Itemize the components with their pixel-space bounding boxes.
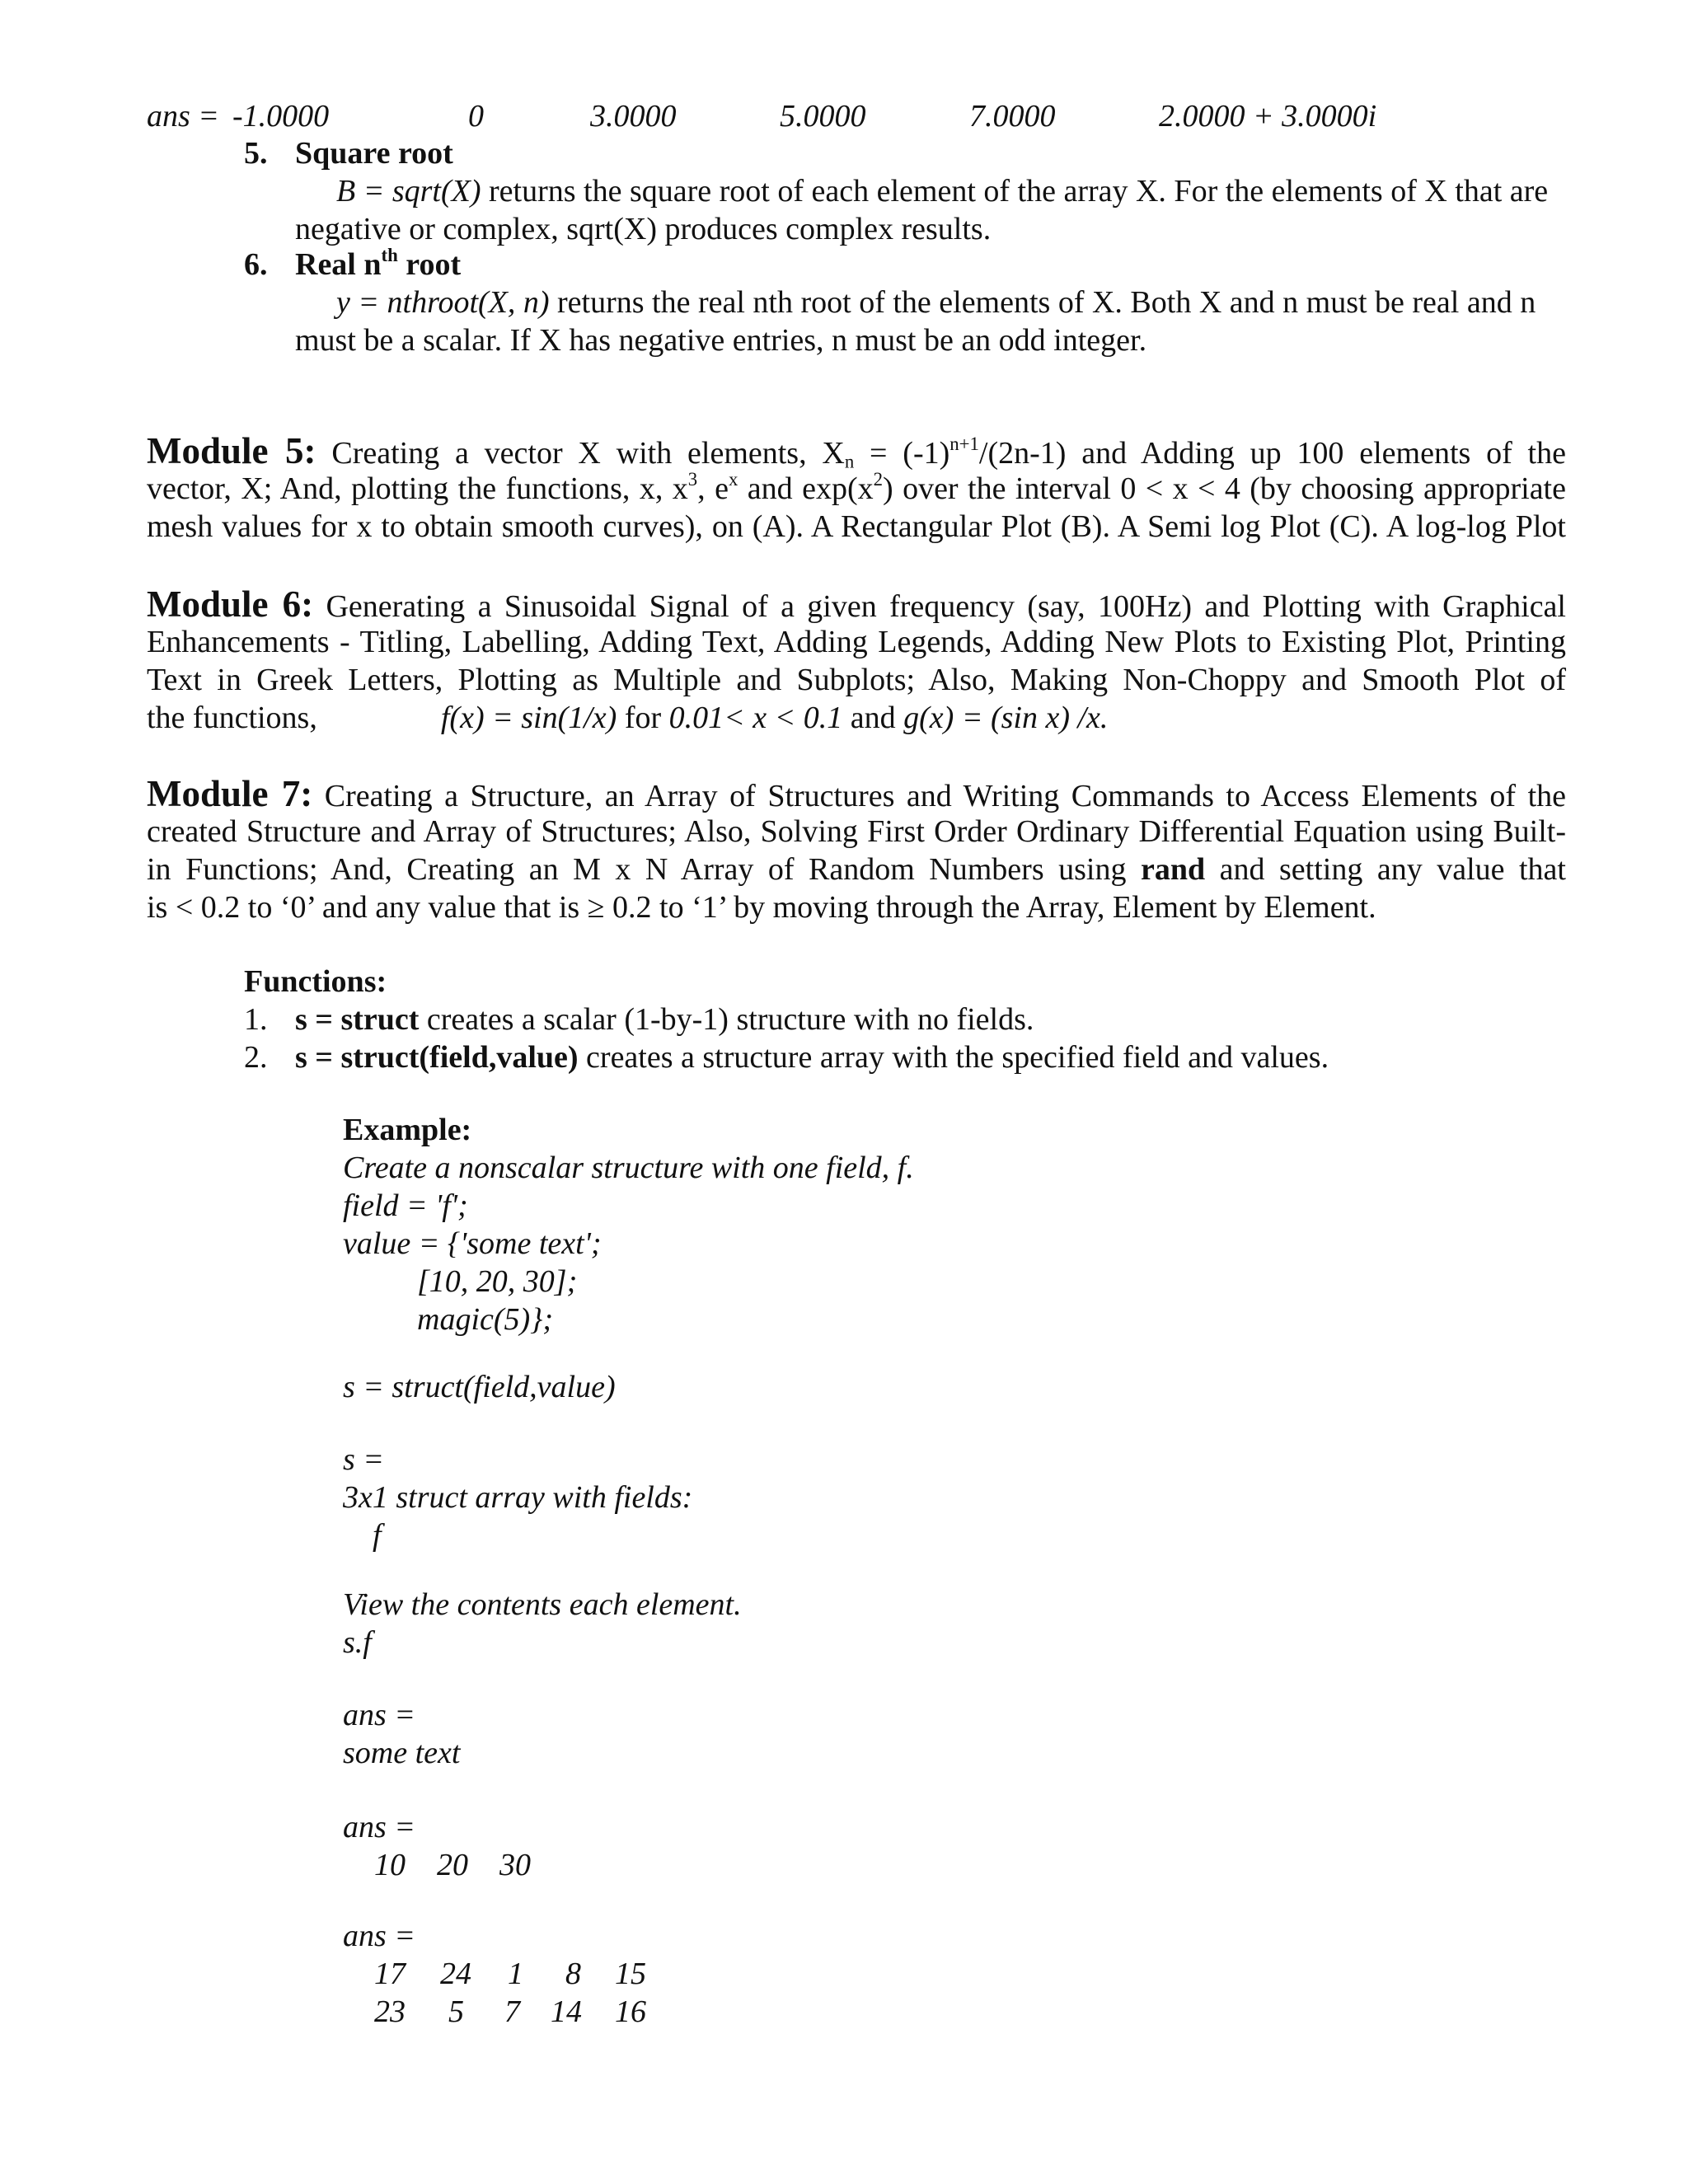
example-line: some text [343, 1736, 461, 1770]
example-line: ans = [343, 1698, 415, 1732]
module-label: Module 5: [147, 430, 316, 471]
example-line: 10 20 30 [374, 1848, 531, 1882]
paragraph-line: created Structure and Array of Structures; Also, Solving First Order Ordinary Differential Equation using Built- [147, 814, 1566, 849]
result-value: 5.0000 [780, 99, 866, 134]
item-title: Square root [295, 136, 453, 171]
list-text: s = struct creates a scalar (1-by-1) structure with no fields. [295, 1002, 1034, 1037]
matrix-cell: 7 [504, 1994, 520, 2029]
result-value: 3.0000 [590, 99, 677, 134]
item-title: Real $n^{th}$ root [295, 245, 462, 282]
result-value: 2.0000 + 3.0000i [1159, 99, 1377, 134]
example-heading: Example: [343, 1113, 472, 1147]
example-line: ans = [343, 1810, 415, 1844]
example-line: s.f [343, 1625, 372, 1660]
paragraph-line: vector, X; And, plotting the functions, x, $x^3$, $e^x$ and $\exp(x^2)$ over the interval 0 < x < 4 (by choosing appropriate [147, 469, 1566, 506]
example-line: [10, 20, 30]; [417, 1264, 578, 1299]
example-line: magic(5)}; [417, 1302, 554, 1337]
example-line: ans = [343, 1919, 415, 1953]
item-description-line: must be a scalar. If X has negative entries, n must be an odd integer. [295, 323, 1147, 358]
matrix-cell: 23 [374, 1994, 406, 2029]
matrix-cell: 24 [440, 1957, 471, 1991]
paragraph-line: is < 0.2 to ‘0’ and any value that is ≥ 0.2 to ‘1’ by moving through the Array, Element by Element. [147, 890, 1376, 925]
paragraph-line: mesh values for x to obtain smooth curves), on (A). A Rectangular Plot (B). A Semi log Plot (C). A log-log Plot [147, 509, 1566, 544]
paragraph-line: in Functions; And, Creating an M x N Array of Random Numbers using rand and setting any value that [147, 852, 1566, 887]
list-number: 2. [244, 1040, 268, 1075]
module-label: Module 6: [147, 583, 314, 625]
matrix-cell: 17 [374, 1957, 406, 1991]
paragraph-line: Text in Greek Letters, Plotting as Multiple and Subplots; Also, Making Non-Choppy and Smooth Plot of [147, 663, 1566, 697]
paragraph-line: Module 7: Creating a Structure, an Array of Structures and Writing Commands to Access Elements of the [147, 773, 1566, 814]
item-description-line: negative or complex, sqrt(X) produces complex results. [295, 212, 992, 246]
result-value: 7.0000 [969, 99, 1056, 134]
item-number: 6. [244, 247, 268, 282]
example-line: s = [343, 1442, 384, 1477]
paragraph-line: Module 5: Creating a vector X with elements, $X_n = (-1)^{n+1}/(2n-1)$ and Adding up 100 elements of the [147, 430, 1566, 472]
example-line: value = {'some text'; [343, 1226, 602, 1261]
matrix-cell: 8 [565, 1957, 581, 1991]
module-label: Module 7: [147, 773, 313, 814]
section-heading: Functions: [244, 964, 387, 999]
example-line: View the contents each element. [343, 1587, 742, 1622]
item-description-line: y = nthroot(X, n) returns the real nth root of the elements of X. Both X and n must be real and n [336, 285, 1536, 320]
ans-label: ans = [147, 99, 219, 134]
example-line: s = struct(field,value) [343, 1370, 616, 1404]
list-text: s = struct(field,value) creates a structure array with the specified field and values. [295, 1040, 1329, 1075]
paragraph-line: Enhancements - Titling, Labelling, Adding Text, Adding Legends, Adding New Plots to Existing Plot, Printing [147, 625, 1566, 659]
item-description-line: B = sqrt(X) returns the square root of each element of the array X. For the elements of X that are [336, 174, 1549, 209]
example-line: field = 'f'; [343, 1188, 468, 1223]
paragraph-line: Module 6: Generating a Sinusoidal Signal of a given frequency (say, 100Hz) and Plotting with Graphical [147, 583, 1566, 625]
paragraph-line: the functions, f(x) = sin(1/x) for 0.01< x < 0.1 and g(x) = (sin x) /x. [147, 701, 1109, 735]
result-value: 0 [468, 99, 484, 134]
list-number: 1. [244, 1002, 268, 1037]
matrix-cell: 5 [448, 1994, 464, 2029]
example-line: 3x1 struct array with fields: [343, 1480, 693, 1515]
example-line: Create a nonscalar structure with one field, f. [343, 1151, 914, 1185]
result-value: -1.0000 [232, 99, 330, 134]
matrix-cell: 1 [508, 1957, 523, 1991]
matrix-cell: 15 [615, 1957, 646, 1991]
matrix-cell: 16 [615, 1994, 646, 2029]
item-number: 5. [244, 136, 268, 171]
matrix-cell: 14 [551, 1994, 582, 2029]
example-line: f [373, 1518, 382, 1553]
